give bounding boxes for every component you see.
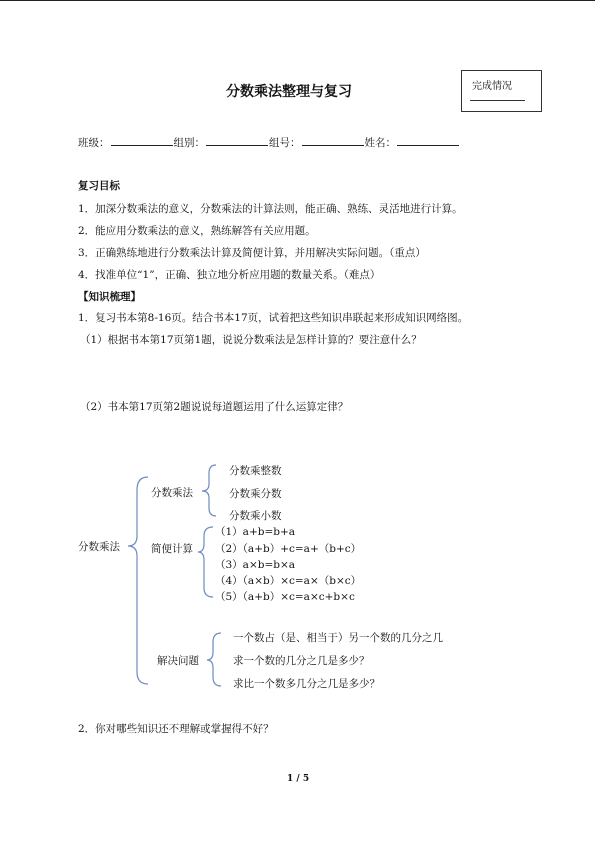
- completion-status-box: [461, 70, 542, 112]
- goals-heading: 复习目标: [78, 180, 120, 192]
- question-1b: （2）书本第17页第2题说说每道题运用了什么运算定律？: [80, 401, 349, 413]
- tree-leaf: 分数乘小数: [229, 510, 282, 522]
- branch3-brace: [207, 633, 221, 686]
- tree-leaf: （3）a×b=b×a: [215, 559, 296, 571]
- class-label: 班级：: [78, 137, 110, 149]
- tree-leaf: （4）（a×b）×c=a×（b×c）: [215, 575, 362, 587]
- tree-leaf: （5）（a+b）×c=a×c+b×c: [215, 591, 355, 603]
- completion-status-label: 完成情况: [472, 81, 512, 92]
- question-1: 1．复习书本第8-16页。结合书本17页，试着把这些知识串联起来形成知识网络图。: [78, 312, 469, 324]
- tree-leaf: 分数乘整数: [229, 465, 282, 477]
- completion-status-blank[interactable]: [470, 100, 525, 101]
- root-brace: [128, 477, 148, 684]
- tree-leaf: 分数乘分数: [229, 488, 282, 500]
- top-rule: [0, 0, 595, 1]
- tree-leaf: （2）（a+b）+c=a+（b+c）: [215, 543, 362, 555]
- tree-root: 分数乘法: [78, 541, 120, 553]
- name-label: 姓名：: [364, 137, 396, 149]
- class-blank[interactable]: [111, 135, 173, 146]
- tree-leaf: 一个数占（是、相当于）另一个数的几分之几: [233, 632, 443, 644]
- group-number-label: 组号：: [269, 137, 301, 149]
- knowledge-heading: 【知识梳理】: [78, 291, 141, 303]
- tree-branch-multiply: 分数乘法: [151, 487, 193, 499]
- page-number: 1 / 5: [287, 774, 310, 784]
- goal-item: 3．正确熟练地进行分数乘法计算及简便计算，并用解决实际问题。（重点）: [78, 247, 426, 259]
- tree-leaf: （1）a+b=b+a: [215, 526, 296, 538]
- goal-item: 2．能应用分数乘法的意义，熟练解答有关应用题。: [78, 225, 316, 237]
- goal-item: 4．找准单位“1”，正确、独立地分析应用题的数量关系。（难点）: [78, 269, 381, 281]
- tree-leaf: 求一个数的几分之几是多少？: [233, 655, 370, 667]
- group-blank[interactable]: [206, 135, 268, 146]
- student-info-row: [78, 135, 460, 150]
- goal-item: 1．加深分数乘法的意义，分数乘法的计算法则，能正确、熟练、灵活地进行计算。: [78, 203, 463, 215]
- branch2-brace: [198, 527, 213, 597]
- question-1a: （1）根据书本第17页第1题，说说分数乘法是怎样计算的？要注意什么？: [80, 334, 422, 346]
- branch1-brace: [202, 465, 216, 516]
- name-blank[interactable]: [397, 135, 459, 146]
- question-2: 2．你对哪些知识还不理解或掌握得不好？: [78, 723, 274, 735]
- tree-branch-problems: 解决问题: [157, 655, 199, 667]
- group-number-blank[interactable]: [302, 135, 364, 146]
- tree-leaf: 求比一个数多几分之几是多少？: [233, 678, 380, 690]
- tree-branch-simplify: 简便计算: [151, 543, 193, 555]
- group-label: 组别：: [173, 137, 205, 149]
- page-title: 分数乘法整理与复习: [226, 84, 352, 100]
